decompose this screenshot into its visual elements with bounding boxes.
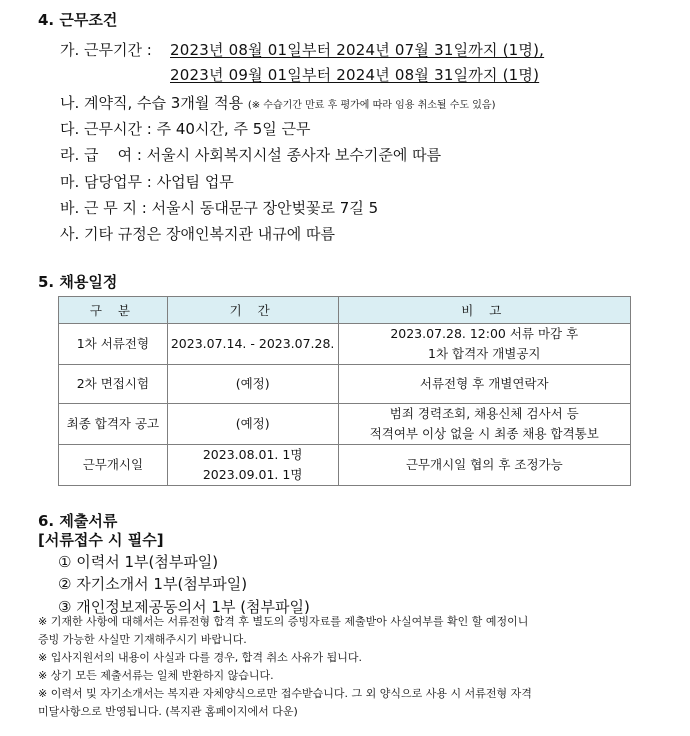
notice-line: 미달사항으로 반영됩니다. (복지관 홈페이지에서 다운) [38,705,298,718]
note-line: 서류전형 후 개별연락자 [419,376,549,391]
salary: 라. 급 여 : 서울시 사회복지시설 종사자 보수기준에 따름 [60,146,442,164]
row-category: 근무개시일 [59,445,168,486]
row-note [338,324,630,365]
period-line: 2023.09.01. 1명 [202,467,303,482]
section6-title: 6. 제출서류 [38,512,118,530]
row-period [167,324,338,365]
schedule-table [58,296,631,486]
notice-line: ※ 상기 모든 제출서류는 일체 반환하지 않습니다. [38,669,274,682]
notice-line: ※ 입사지원서의 내용이 사실과 다를 경우, 합격 취소 사유가 됩니다. [38,651,362,664]
required-docs-subtitle: [서류접수 시 필수] [38,531,164,549]
row-category: 최종 합격자 공고 [59,404,168,445]
contract-text: 나. 계약직, 수습 3개월 적용 [60,94,244,112]
period-line: (예정) [235,416,270,431]
row-note [338,445,630,486]
other-rules: 사. 기타 규정은 장애인복지관 내규에 따름 [60,225,335,243]
table-row [59,404,631,445]
note-line: 적격여부 이상 없을 시 최종 채용 합격통보 [369,426,599,441]
work-hours: 다. 근무시간 : 주 40시간, 주 5일 근무 [60,120,311,138]
work-period-1: 2023년 08월 01일부터 2024년 07월 31일까지 (1명), [170,41,545,59]
header-note: 비 고 [338,297,630,324]
notice-line: ※ 기재한 사항에 대해서는 서류전형 합격 후 별도의 증빙자료를 제출받아 사실여부를 확인 할 예정이니 [38,615,529,628]
row-category: 2차 면접시험 [59,365,168,404]
period-line: 2023.07.14. - 2023.07.28. [170,336,335,351]
doc-item-privacy-consent: ③ 개인정보제공동의서 1부 (첨부파일) [58,598,310,616]
header-period: 기 간 [167,297,338,324]
period-line: 2023.08.01. 1명 [202,447,303,462]
workplace: 바. 근 무 지 : 서울시 동대문구 장안벚꽃로 7길 5 [60,199,379,217]
doc-item-cover-letter: ② 자기소개서 1부(첨부파일) [58,575,248,593]
row-period [167,404,338,445]
note-line: 범죄 경력조회, 채용신체 검사서 등 [389,406,579,421]
row-note [338,404,630,445]
notice-line: ※ 이력서 및 자기소개서는 복지관 자체양식으로만 접수받습니다. 그 외 양식으로 사용 시 서류전형 자격 [38,687,532,700]
table-row [59,365,631,404]
row-period [167,365,338,404]
note-line: 1차 합격자 개별공지 [428,346,541,361]
note-line: 근무개시일 협의 후 조정가능 [405,457,563,472]
schedule-header-row [59,297,631,324]
work-period-label: 가. 근무기간 : [60,41,152,59]
work-period-2: 2023년 09월 01일부터 2024년 08월 31일까지 (1명) [170,66,540,84]
section4-title: 4. 근무조건 [38,11,118,29]
header-category: 구 분 [59,297,168,324]
section5-title: 5. 채용일정 [38,273,118,291]
row-category: 1차 서류전형 [59,324,168,365]
contract-line [60,92,496,113]
table-row [59,324,631,365]
duties: 마. 담당업무 : 사업팀 업무 [60,173,234,191]
period-line: (예정) [235,376,270,391]
doc-item-resume: ① 이력서 1부(첨부파일) [58,553,219,571]
notice-line: 증빙 가능한 사실만 기재해주시기 바랍니다. [38,633,247,646]
probation-note: (※ 수습기간 만료 후 평가에 따라 임용 취소될 수도 있음) [247,100,496,111]
note-line: 2023.07.28. 12:00 서류 마감 후 [390,326,579,341]
row-note [338,365,630,404]
row-period [167,445,338,486]
table-row [59,445,631,486]
